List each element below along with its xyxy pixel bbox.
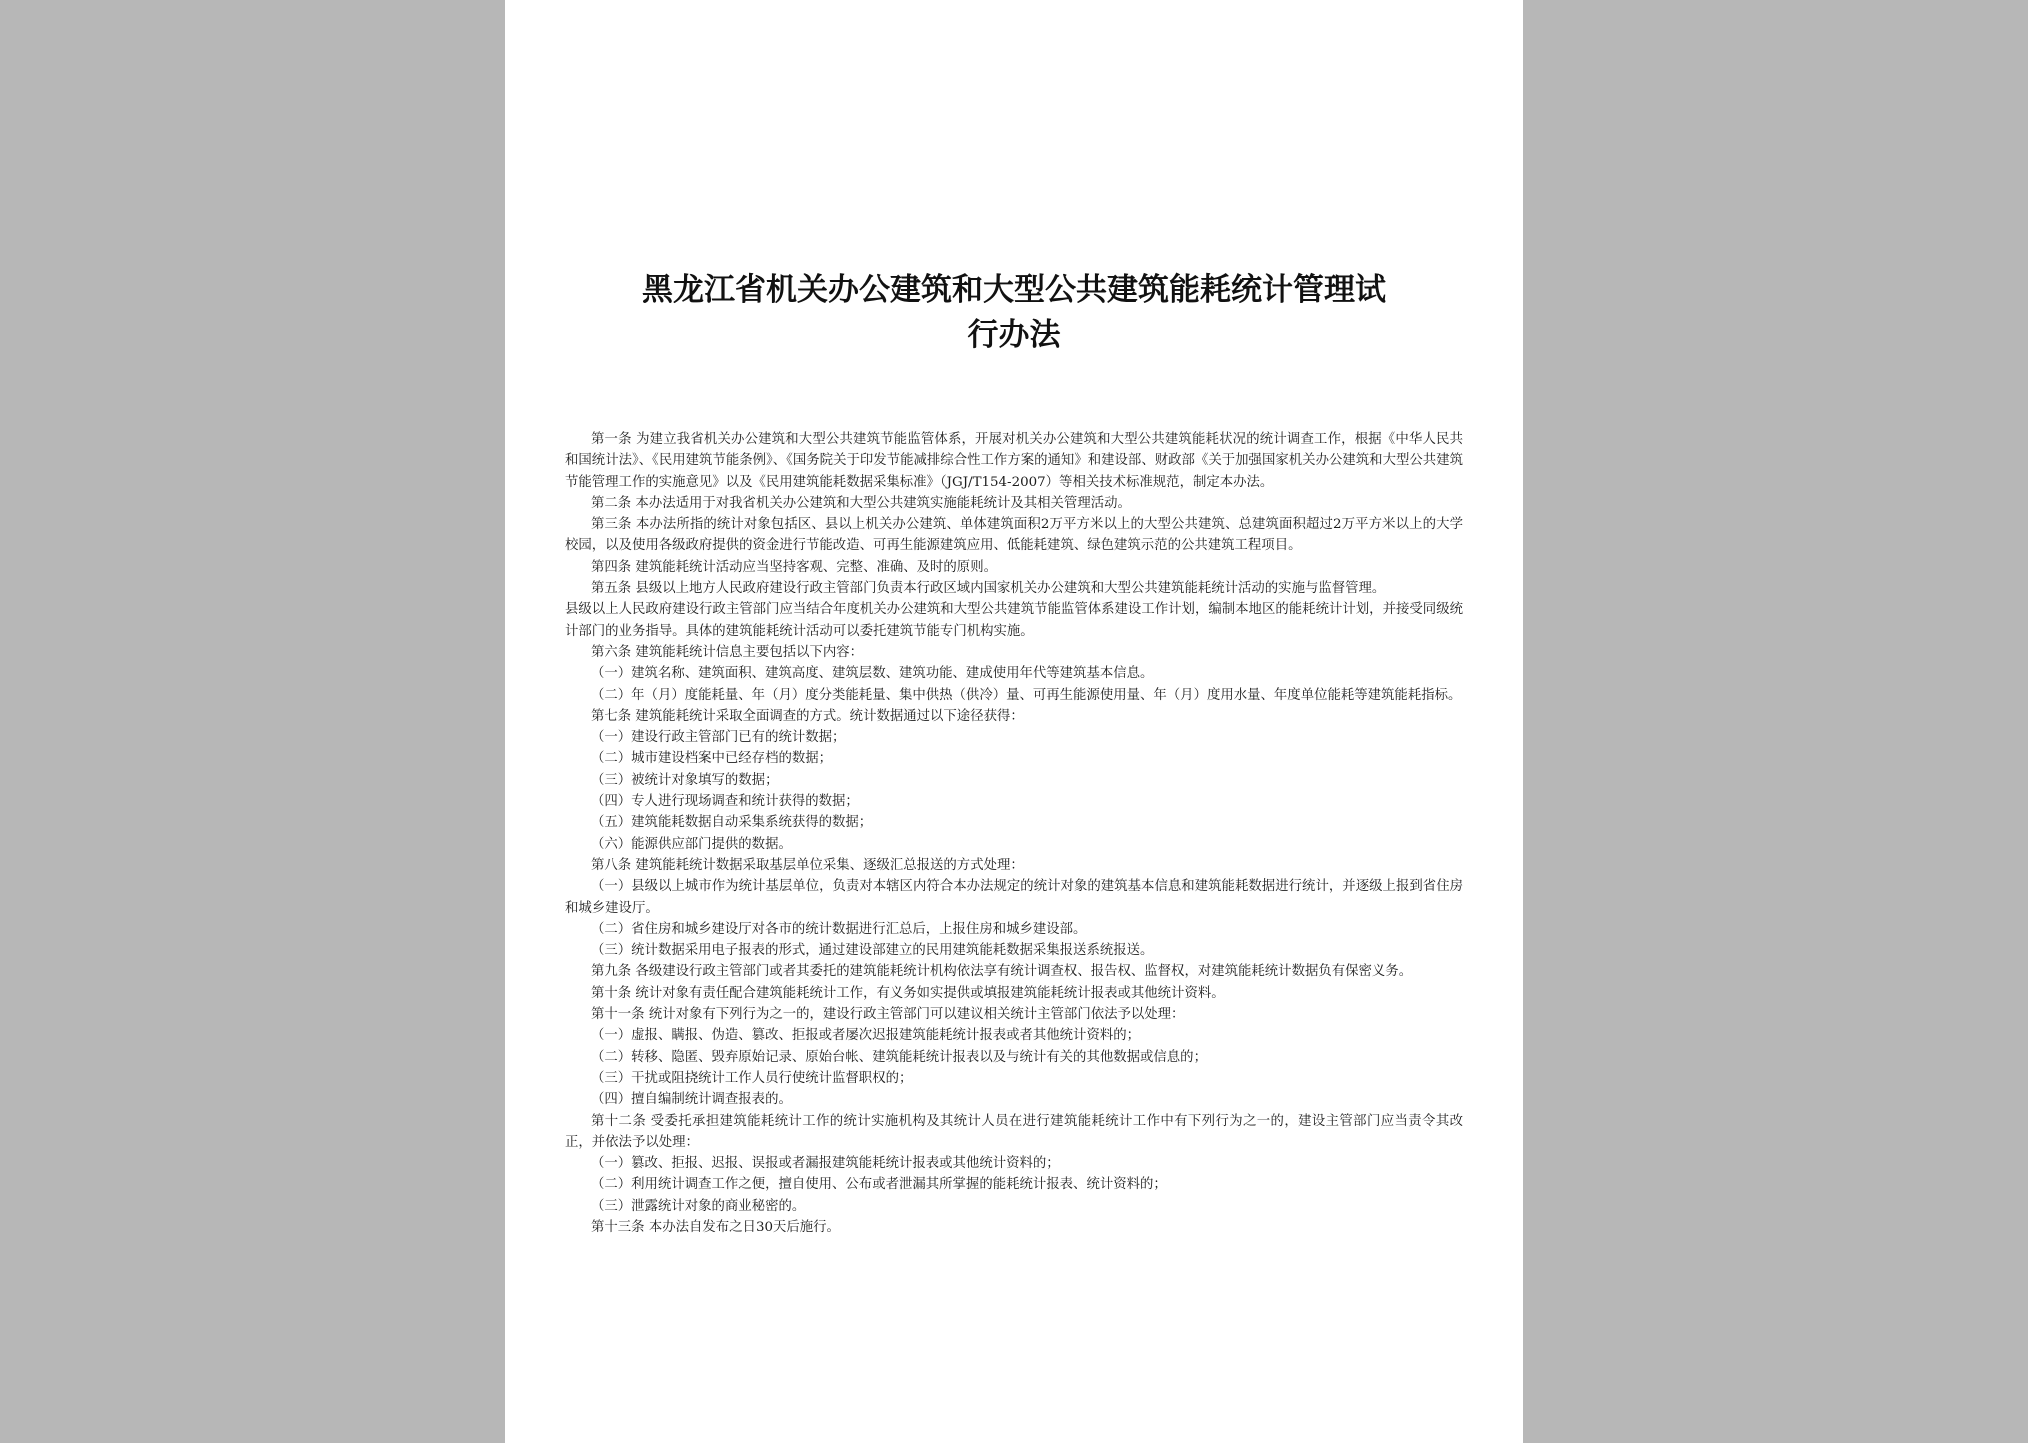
document-paragraph: （二）省住房和城乡建设厅对各市的统计数据进行汇总后，上报住房和城乡建设部。 [591,921,1087,937]
document-paragraph: 第十条 统计对象有责任配合建筑能耗统计工作，有义务如实提供或填报建筑能耗统计报表或其他统计资料。 [591,985,1225,1001]
document-title-line-1: 黑龙江省机关办公建筑和大型公共建筑能耗统计管理试 [642,272,1386,308]
document-paragraph: 县级以上人民政府建设行政主管部门应当结合年度机关办公建筑和大型公共建筑节能监管体系建设工作计划，编制本地区的能耗统计计划，并接受同级统计部门的业务指导。具体的建筑能耗统计活动可以委托建筑节能专门机构实施。 [565,602,1463,639]
document-paragraph: （六）能源供应部门提供的数据。 [591,836,792,852]
document-paragraph: 第二条 本办法适用于对我省机关办公建筑和大型公共建筑实施能耗统计及其相关管理活动。 [591,495,1131,511]
document-paragraph: 第十三条 本办法自发布之日30天后施行。 [591,1219,840,1235]
document-title-line-2: 行办法 [967,317,1061,353]
document-paragraph: （一）建设行政主管部门已有的统计数据； [591,730,846,746]
document-paragraph: （三）泄露统计对象的商业秘密的。 [591,1198,806,1214]
document-body [565,429,1463,1238]
document-paragraph: （五）建筑能耗数据自动采集系统获得的数据； [591,815,873,831]
document-paragraph: 第五条 县级以上地方人民政府建设行政主管部门负责本行政区域内国家机关办公建筑和大型公共建筑能耗统计活动的实施与监督管理。 [591,581,1386,597]
document-paragraph: （二）利用统计调查工作之便，擅自使用、公布或者泄漏其所掌握的能耗统计报表、统计资料的； [591,1177,1167,1193]
document-paragraph: （四）专人进行现场调查和统计获得的数据； [591,794,859,810]
document-paragraph: （三）被统计对象填写的数据； [591,772,779,788]
document-paragraph: （一）虚报、瞒报、伪造、篡改、拒报或者屡次迟报建筑能耗统计报表或者其他统计资料的； [591,1028,1141,1044]
document-title [545,268,1483,358]
document-paragraph: 第九条 各级建设行政主管部门或者其委托的建筑能耗统计机构依法享有统计调查权、报告权、监督权，对建筑能耗统计数据负有保密义务。 [591,964,1413,980]
document-paragraph: 第三条 本办法所指的统计对象包括区、县以上机关办公建筑、单体建筑面积2万平方米以上的大型公共建筑、总建筑面积超过2万平方米以上的大学校园，以及使用各级政府提供的资金进行节能改造、可再生能源建筑应用、低能耗建筑、绿色建筑示范的公共建筑工程项目。 [565,517,1463,554]
document-paragraph: （二）转移、隐匿、毁弃原始记录、原始台帐、建筑能耗统计报表以及与统计有关的其他数据或信息的； [591,1049,1207,1065]
document-paragraph: （二）年（月）度能耗量、年（月）度分类能耗量、集中供热（供冷）量、可再生能源使用量、年（月）度用水量、年度单位能耗等建筑能耗指标。 [591,687,1462,703]
document-paragraph: （一）县级以上城市作为统计基层单位，负责对本辖区内符合本办法规定的统计对象的建筑基本信息和建筑能耗数据进行统计，并逐级上报到省住房和城乡建设厅。 [565,879,1463,916]
document-paragraph: 第十二条 受委托承担建筑能耗统计工作的统计实施机构及其统计人员在进行建筑能耗统计工作中有下列行为之一的，建设主管部门应当责令其改正，并依法予以处理： [565,1113,1463,1150]
document-paragraph: 第一条 为建立我省机关办公建筑和大型公共建筑节能监管体系，开展对机关办公建筑和大型公共建筑能耗状况的统计调查工作，根据《中华人民共和国统计法》、《民用建筑节能条例》、《国务院关于印发节能减排综合性工作方案的通知》和建设部、财政部《关于加强国家机关办公建筑和大型公共建筑节能管理工作的实施意见》以及《民用建筑能耗数据采集标准》（JGJ/T154-2007）等相关技术标准规范，制定本办法。 [565,432,1463,490]
document-paragraph: （二）城市建设档案中已经存档的数据； [591,751,833,767]
document-paragraph: （四）擅自编制统计调查报表的。 [591,1092,792,1108]
document-paragraph: （三）干扰或阻挠统计工作人员行使统计监督职权的； [591,1070,913,1086]
document-page [505,0,1523,1443]
document-paragraph: （一）建筑名称、建筑面积、建筑高度、建筑层数、建筑功能、建成使用年代等建筑基本信息。 [591,666,1154,682]
document-paragraph: （一）篡改、拒报、迟报、误报或者漏报建筑能耗统计报表或其他统计资料的； [591,1156,1060,1172]
document-paragraph: （三）统计数据采用电子报表的形式，通过建设部建立的民用建筑能耗数据采集报送系统报送。 [591,943,1154,959]
document-paragraph: 第七条 建筑能耗统计采取全面调查的方式。统计数据通过以下途径获得： [591,708,1024,724]
document-paragraph: 第六条 建筑能耗统计信息主要包括以下内容： [591,644,864,660]
document-paragraph: 第十一条 统计对象有下列行为之一的，建设行政主管部门可以建议相关统计主管部门依法予以处理： [591,1007,1185,1023]
document-paragraph: 第四条 建筑能耗统计活动应当坚持客观、完整、准确、及时的原则。 [591,559,997,575]
document-paragraph: 第八条 建筑能耗统计数据采取基层单位采集、逐级汇总报送的方式处理： [591,857,1024,873]
